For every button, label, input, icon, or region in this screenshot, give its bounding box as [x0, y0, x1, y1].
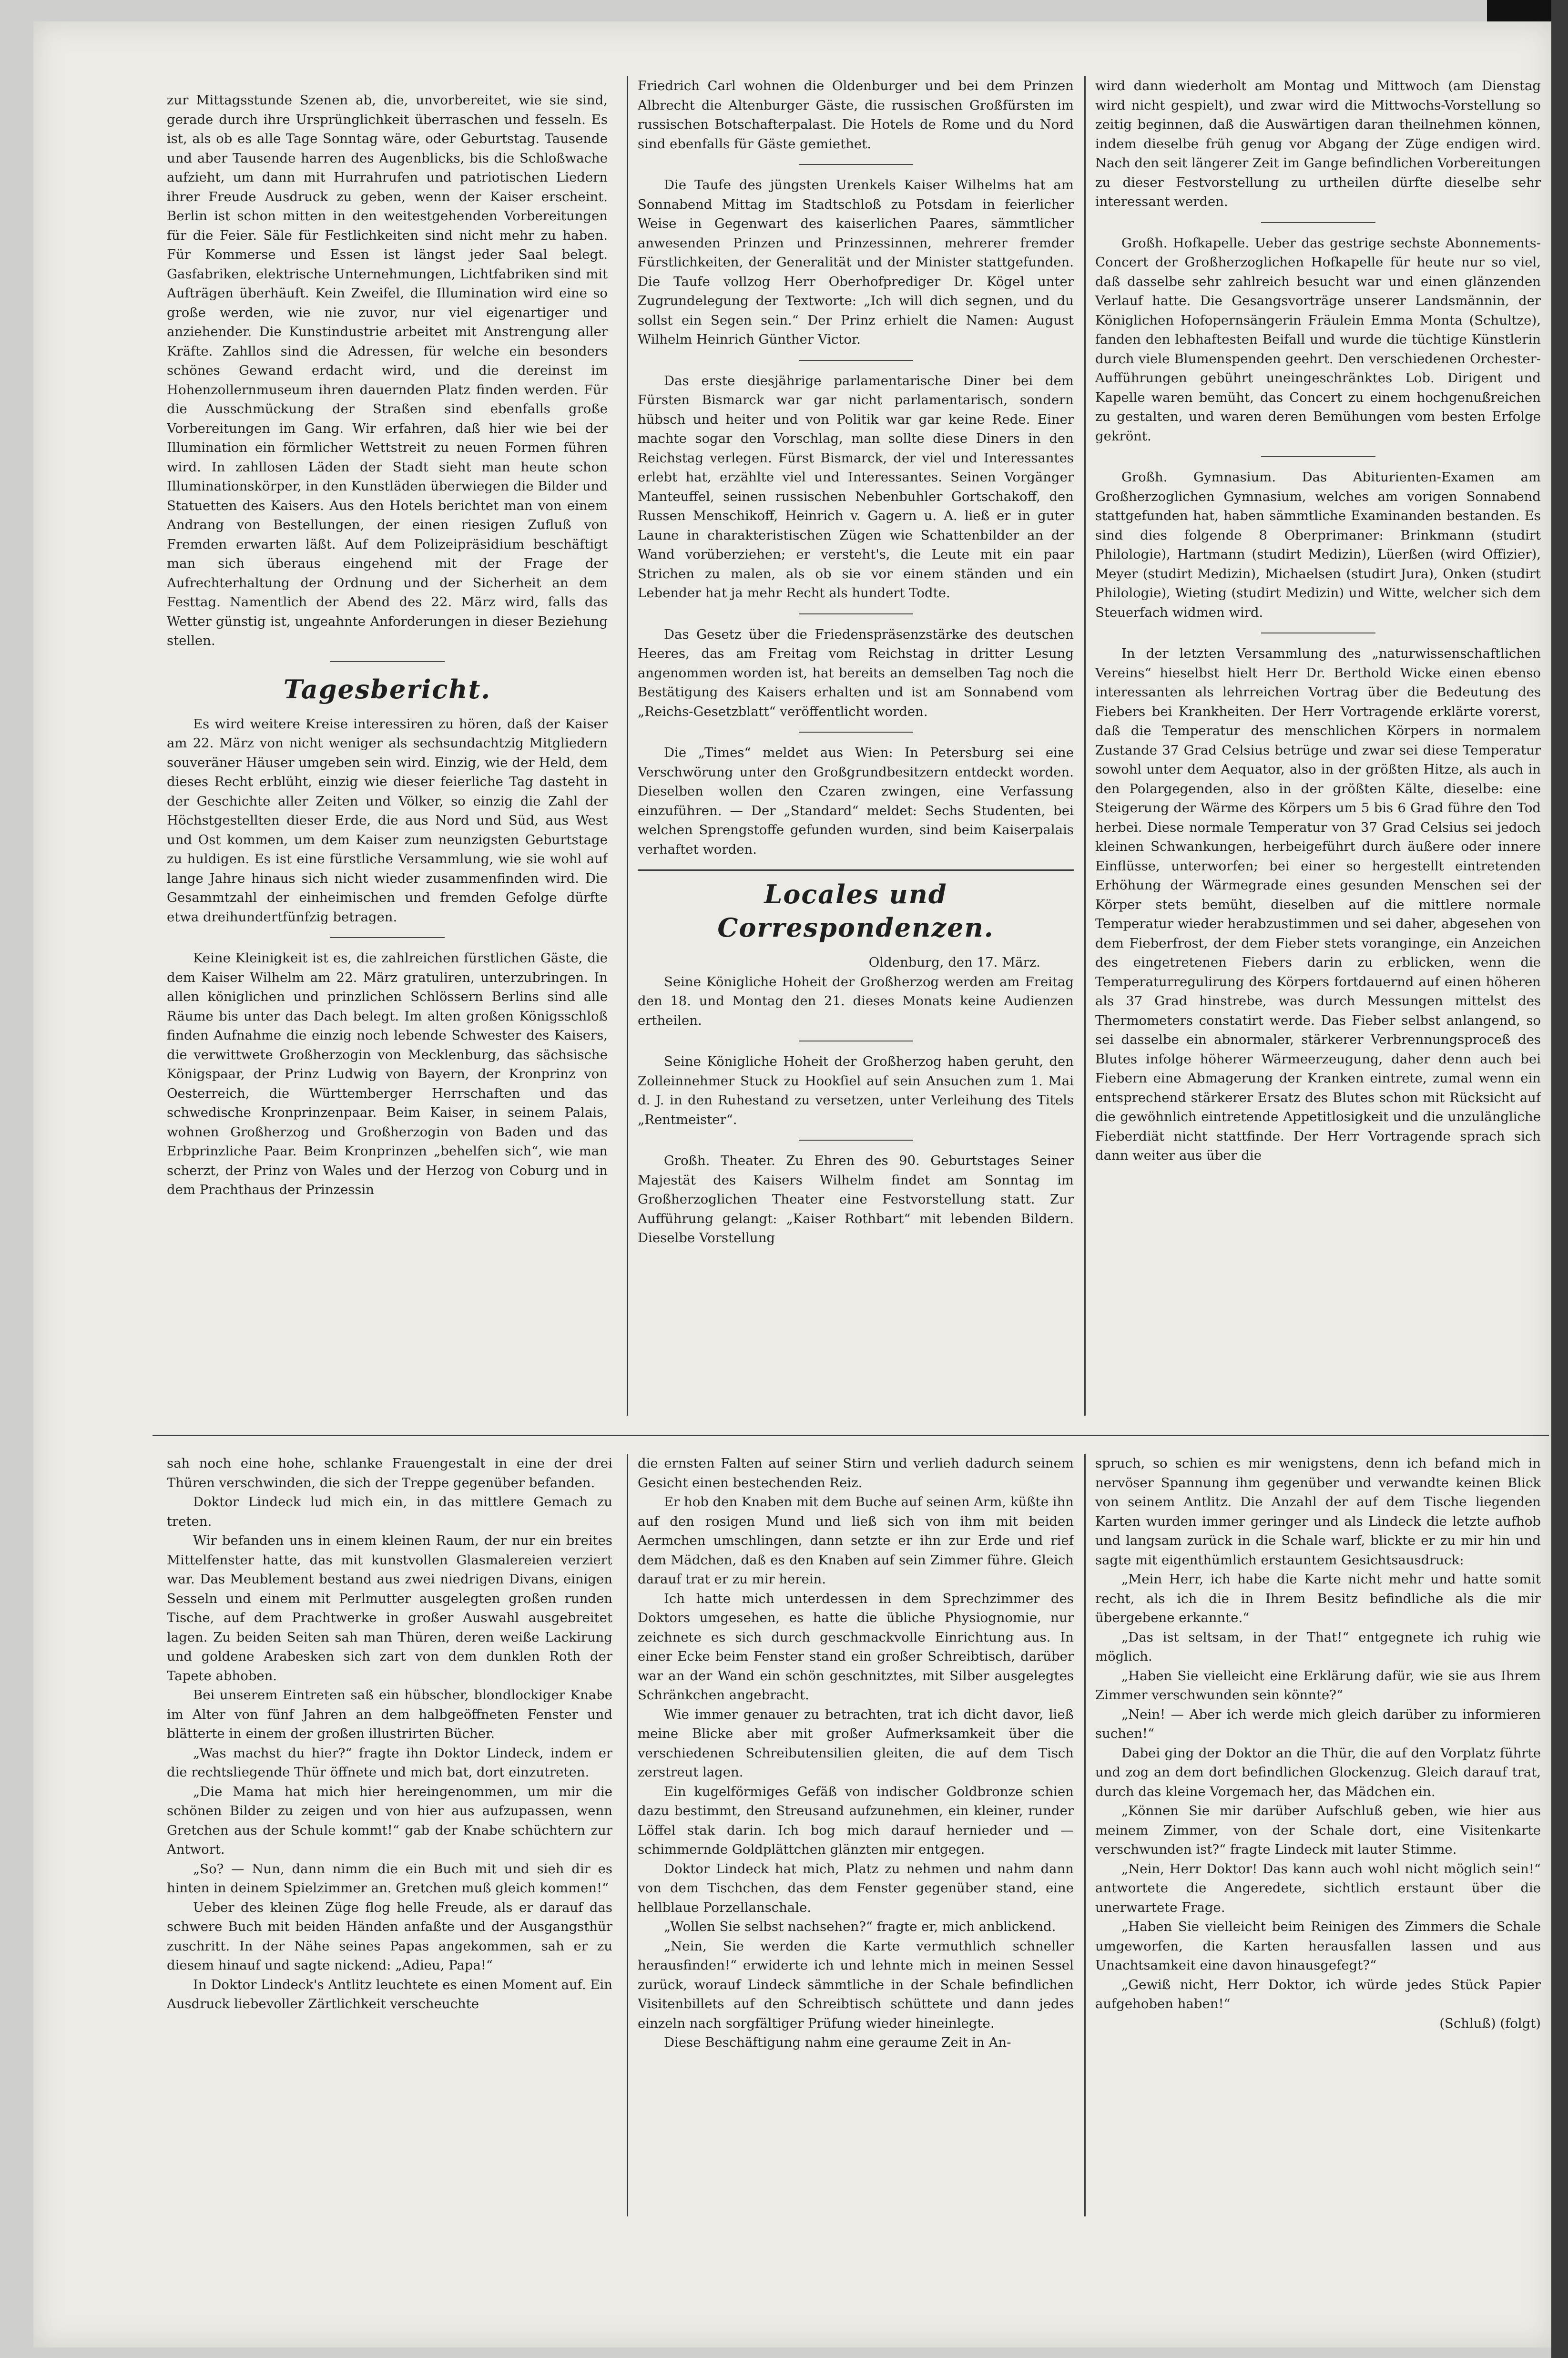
article-diner: Das erste diesjährige parlamentarische Diner bei dem Fürsten Bismarck war gar nicht parlamentarisch, sondern hübsch und heiter und von Politik war gar keine Rede. Einer machte sogar den Vorschlag, man sollte diese Diners in den Reichstag verlegen. Fürst Bismarck, der viel und Interessantes erlebt hat, erzählte viel und Interessantes. Seinen Vorgänger Manteuffel, seinen russischen Nebenbuhler Gortschakoff, den Russen Menschikoff, Heinrich v. Gagern u. A. ließ er in guter Laune in charakteristischen Zügen wie Schattenbilder an der Wand vorüberziehen; er versteht's, die Leute mit ein paar Strichen zu malen, als ob sie vor einem ständen und ein Lebender hat ja mehr Recht als hundert Todte. — [638, 373, 1074, 601]
story-paragraph: „Können Sie mir darüber Aufschluß geben, wie hier aus meinem Zimmer, von der Schale dort, eine Visitenkarte verschwunden ist?“ fragte Lindeck mit lauter Stimme. — [1095, 1803, 1541, 1857]
short-rule — [799, 164, 913, 165]
fold-rule — [153, 1435, 1549, 1436]
story-paragraph: „Was machst du hier?“ fragte ihn Doktor Lindeck, indem er die rechtsliegende Thür öffnete und mich bat, dort einzutreten. — [167, 1745, 612, 1780]
short-rule — [799, 732, 913, 733]
short-rule — [799, 1140, 913, 1141]
story-paragraph: „Nein, Sie werden die Karte vermuthlich schneller herausfinden!“ erwiderte ich und lehnte mich in meinen Sessel zurück, worauf Lindeck sämmtliche in der Schale befindlichen Visitenbillets auf den Schreibtisch schüttete und dann jedes einzeln nach sorgfältiger Prüfung wieder hineinlegte. — [638, 1938, 1074, 2031]
scan-border-right — [1551, 0, 1568, 2358]
section-title-tagesbericht: Tagesbericht. — [283, 674, 491, 704]
story-paragraph: Ein kugelförmiges Gefäß von indischer Goldbronze schien dazu bestimmt, den Streusand aufzunehmen, ein kleiner, runder Löffel stak darin. Ich bog mich darauf hernieder und — schimmernde Goldplättchen glänzten mir entgegen. — [638, 1784, 1074, 1857]
story-paragraph: die ernsten Falten auf seiner Stirn und verlieh dadurch seinem Gesicht einen bestechenden Reiz. — [638, 1456, 1074, 1490]
story-paragraph: „So? — Nun, dann nimm die ein Buch mit und sieh dir es hinten in deinem Spielzimmer an. Gretchen muß gleich kommen!“ — [167, 1861, 612, 1896]
story-paragraph: „Nein, Herr Doktor! Das kann auch wohl nicht möglich sein!“ antwortete die Angeredete, sichtlich erstaunt über die unerwartete Frage. — [1095, 1861, 1541, 1915]
story-paragraph: „Gewiß nicht, Herr Doktor, ich würde jedes Stück Papier aufgehoben haben!“ — [1095, 1977, 1541, 2011]
story-paragraph: „Wollen Sie selbst nachsehen?“ fragte er, mich anblickend. — [664, 1919, 1056, 1934]
column-rule — [627, 1454, 628, 2216]
column-rule — [1084, 76, 1086, 1416]
story-paragraph: Er hob den Knaben mit dem Buche auf seinen Arm, küßte ihn auf den rosigen Mund und ließ sich von ihm mit beiden Aermchen umschlingen, dann setzte er ihn zur Erde und rief dem Mädchen, daß es den Knaben auf sein Zimmer führe. Gleich darauf trat er zu mir herein. — [638, 1494, 1074, 1587]
story-paragraph: Dabei ging der Doktor an die Thür, die auf den Vorplatz führte und zog an dem dort befindlichen Glockenzug. Gleich darauf trat, durch das kleine Vorgemach her, das Mädchen ein. — [1095, 1745, 1541, 1799]
story-paragraph: „Haben Sie vielleicht beim Reinigen des Zimmers die Schale umgeworfen, die Karten herausfallen lassen und aus Unachtsamkeit eine davon hinausgefegt?“ — [1095, 1919, 1541, 1973]
story-paragraph: „Nein! — Aber ich werde mich gleich darüber zu informieren suchen!“ — [1095, 1706, 1541, 1741]
dateline: Oldenburg, den 17. März. — [868, 955, 1040, 970]
story-paragraph: Diese Beschäftigung nahm eine geraume Zeit in An- — [664, 2035, 1011, 2050]
article-theater: Großh. Theater. Zu Ehren des 90. Geburtstages Seiner Majestät des Kaisers Wilhelm findet am Sonntag im Großherzoglichen Theater eine Festvorstellung statt. Zur Aufführung gelangt: „Kaiser Rothbart“ mit lebenden Bildern. Dieselbe Vorstellung — [638, 1153, 1074, 1245]
column-rule — [1084, 1454, 1086, 2216]
story-paragraph: Wie immer genauer zu betrachten, trat ich dicht davor, ließ meine Blicke aber mit großer Aufmerksamkeit über die verschiedenen Schreibutensilien gleiten, die auf dem Tisch zerstreut lagen. — [638, 1706, 1074, 1780]
feuilleton-column-1 — [167, 1454, 612, 2221]
short-rule — [330, 937, 445, 938]
article-paragraph: Seine Königliche Hoheit der Großherzog haben geruht, den Zolleinnehmer Stuck zu Hookſiel auf sein Ansuchen zum 1. Mai d. J. in den Ruhestand zu versetzen, unter Verleihung des Titels „Rentmeister“. — [638, 1054, 1074, 1127]
story-paragraph: sah noch eine hohe, schlanke Frauengestalt in eine der drei Thüren verschwinden, die sich der Treppe gegenüber befanden. — [167, 1456, 612, 1490]
story-paragraph: „Die Mama hat mich hier hereingenommen, um mir die schönen Bilder zu zeigen und von hier aus aufzupassen, wenn Gretchen aus der Schule kommt!“ gab der Knabe schüchtern zur Antwort. — [167, 1784, 612, 1857]
feuilleton-column-3 — [1095, 1454, 1541, 2221]
article-paragraph: Seine Königliche Hoheit der Großherzog werden am Freitag den 18. und Montag den 21. dieses Monats keine Audienzen ertheilen. — [638, 974, 1074, 1028]
article-paragraph: zur Mittagsstunde Szenen ab, die, unvorbereitet, wie sie sind, gerade durch ihre Ursprünglichkeit überraschen und fesseln. Es ist, als ob es alle Tage Sonntag wäre, oder Geburtstag. Tausende und aber Tausende harren des Augenblicks, bis die Schloßwache aufzieht, um dann mit Hurrahrufen und patriotischen Liedern ihrer Freude Ausdruck zu geben, wenn der Kaiser erscheint. Berlin ist schon mitten in den weitestgehenden Vorbereitungen für die Feier. Säle für Festlichkeiten sind nicht mehr zu haben. Für Kommerse und Essen ist längst jeder Saal belegt. Gasfabriken, elektrische Unternehmungen, Lichtfabriken sind mit Aufträgen überhäuft. Kein Zweifel, die Illumination wird eine so große werden, wie nie zuvor, nur viel eigenartiger und anziehender. Die Kunstindustrie arbeitet mit Anstrengung aller Kräfte. Zahllos sind die Adressen, für welche ein besonders schönes Gewand erdacht wird, und die dereinst im Hohenzollernmuseum ihren dauernden Platz finden werden. Für die Ausschmückung der Straßen sind ebenfalls große Vorbereitungen im Gang. Wir erfahren, daß hier wie bei der Illumination ein förmlicher Wettstreit zu neuen Formen führen wird. In zahllosen Läden der Stadt sieht man heute schon Illuminationskörper, in den Kunstläden überwiegen die Bilder und Statuetten des Kaisers. Aus den Hotels berichtet man von einem Andrang von Bestellungen, der einen riesigen Zufluß von Fremden erwarten läßt. Auf dem Polizeipräsidium beschäftigt man sich überaus eingehend mit der Frage der Aufrechterhaltung der Ordnung und der Sicherheit an dem Festtag. Namentlich der Abend des 22. März wird, falls das Wetter günstig ist, ungeahnte Anforderungen in dieser Beziehung stellen. — [167, 92, 608, 648]
story-paragraph: Ich hatte mich unterdessen in dem Sprechzimmer des Doktors umgesehen, es hatte die übliche Physiognomie, nur zeichnete es sich durch geschmackvolle Einrichtung aus. In einer Ecke beim Fenster stand ein großer Schreibtisch, darüber war an der Wand ein schön geschnitztes, mit Silber ausgelegtes Schränkchen angebracht. — [638, 1591, 1074, 1703]
story-paragraph: Ueber des kleinen Züge flog helle Freude, als er darauf das schwere Buch mit beiden Händen anfaßte und der Ausgangsthür zuschritt. In der Nähe seines Papas angekommen, sah er zu diesem hinauf und sagte nickend: „Adieu, Papa!“ — [167, 1899, 612, 1973]
story-paragraph: Doktor Lindeck lud mich ein, in das mittlere Gemach zu treten. — [167, 1494, 612, 1529]
short-rule — [799, 360, 913, 361]
article-friedenspraesenz: Das Gesetz über die Friedenspräsenzstärke des deutschen Heeres, das am Freitag vom Reichstag in dritter Lesung angenommen worden ist, hat bereits an demselben Tag noch die Bestätigung des Kaisers erhalten und ist am Sonnabend vom „Reichs-Gesetzblatt“ veröffentlicht worden. — [638, 626, 1074, 719]
section-rule — [638, 869, 1074, 871]
short-rule — [330, 661, 445, 662]
story-paragraph: „Haben Sie vielleicht eine Erklärung dafür, wie sie aus Ihrem Zimmer verschwunden sein könnte?“ — [1095, 1668, 1541, 1703]
short-rule — [1261, 222, 1375, 223]
top-column-1 — [167, 91, 608, 1420]
column-rule — [627, 76, 628, 1416]
article-gymnasium: Großh. Gymnasium. Das Abiturienten-Examen am Großherzoglichen Gymnasium, welches am vorigen Sonnabend stattgefunden hat, haben sämmtliche Examinanden bestanden. Es sind dies folgende 8 Oberprimaner: Brinkmann (studirt Philologie), Hartmann (studirt Medizin), Lüerßen (wird Offizier), Meyer (studirt Medizin), Michaelsen (studirt Jura), Onken (studirt Philologie), Wieting (studirt Medizin) und Witte, welcher sich dem Steuerfach widmen wird. — [1095, 470, 1541, 620]
article-paragraph: Keine Kleinigkeit ist es, die zahlreichen fürstlichen Gäste, die dem Kaiser Wilhelm am 22. März gratuliren, unterzubringen. In allen königlichen und prinzlichen Schlössern Berlins sind alle Räume bis unter das Dach belegt. Im alten großen Königsschloß finden Aufnahme die einzig noch lebende Schwester des Kaisers, die verwittwete Großherzogin von Mecklenburg, das sächsische Königspaar, der Prinz Ludwig von Bayern, der Kronprinz von Oesterreich, die Württemberger Herrschaften und das schwedische Kronprinzenpaar. Beim Kaiser, in seinem Palais, wohnen Großherzog und Großherzogin von Baden und das Erbprinzliche Paar. Beim Kronprinzen „behelfen sich“, wie man scherzt, der Prinz von Wales und der Herzog von Coburg und in dem Prachthaus der Prinzessin — [167, 950, 608, 1197]
short-rule — [1261, 456, 1375, 457]
story-paragraph: Doktor Lindeck hat mich, Platz zu nehmen und nahm dann von dem Tischchen, das dem Fenster gegenüber stand, eine hellblaue Porzellanschale. — [638, 1861, 1074, 1915]
story-paragraph: In Doktor Lindeck's Antlitz leuchtete es einen Moment auf. Ein Ausdruck liebevoller Zärtlichkeit verscheuchte — [167, 1977, 612, 2011]
story-paragraph: „Das ist seltsam, in der That!“ entgegnete ich ruhig wie möglich. — [1095, 1629, 1541, 1664]
article-paragraph: wird dann wiederholt am Montag und Mittwoch (am Dienstag wird nicht gespielt), und zwar wird die Mittwochs-Vorstellung so zeitig beginnen, daß die Auswärtigen daran theilnehmen können, indem dieselbe früh genug vor Abgang der Züge endigen wird. Nach den seit längerer Zeit im Gange befindlichen Vorbereitungen zu dieser Festvorstellung zu urtheilen dürfte dieselbe sehr interessant werden. — [1095, 78, 1541, 209]
top-column-3 — [1095, 76, 1541, 1420]
section-title-locales: Locales und Correspondenzen. — [717, 879, 994, 943]
story-paragraph: „Mein Herr, ich habe die Karte nicht mehr und hatte somit recht, als ich die in Ihrem Besitz befindliche als die mir übergebene erkannte.“ — [1095, 1572, 1541, 1625]
article-hofkapelle: Großh. Hofkapelle. Ueber das gestrige sechste Abonnements-Concert der Großherzoglichen Hofkapelle für heute nur so viel, daß dasselbe sehr zahlreich besucht war und einen glänzenden Verlauf hatte. Die Gesangsvorträge unserer Landsmännin, der Königlichen Hofopernsängerin Fräulein Emma Monta (Schultze), fanden den lebhaftesten Beifall und wurde die tüchtige Künstlerin durch viele Blumenspenden geehrt. Den verschiedenen Orchester-Aufführungen gebührt uneingeschränktes Lob. Dirigent und Kapelle waren bemüht, das Concert zu einem hochgenußreichen zu gestalten, und waren deren Bemühungen vom besten Erfolge gekrönt. — [1095, 235, 1541, 444]
continuation-note: (Schluß) (folgt) — [1439, 2015, 1541, 2031]
top-column-2 — [638, 76, 1074, 1420]
story-paragraph: Bei unserem Eintreten saß ein hübscher, blondlockiger Knabe im Alter von fünf Jahren an dem halbgeöffneten Fenster und blätterte in einem der großen illustrirten Bücher. — [167, 1687, 612, 1741]
article-paragraph: Es wird weitere Kreise interessiren zu hören, daß der Kaiser am 22. März von nicht weniger als sechsundachtzig Mitgliedern souveräner Häuser umgeben sein wird. Einzig, wie der Held, dem dieses Recht erblüht, einzig wie dieser feierliche Tag dasteht in der Geschichte aller Zeiten und Völker, so einzig die Zahl der Höchstgestellten dieser Erde, die aus Nord und Süd, aus West und Ost kommen, um dem Kaiser zum neunzigsten Geburtstage zu huldigen. Es ist eine fürstliche Versammlung, wie sie wohl auf lange Jahre hinaus sich nicht wieder zusammenfinden wird. Die Gesammtzahl der einheimischen und fremden Gefolge dürfte etwa dreihundertfünfzig betragen. — [167, 716, 608, 925]
article-fieber: In der letzten Versammlung des „naturwissenschaftlichen Vereins“ hieselbst hielt Herr Dr. Berthold Wicke einen ebenso interessanten als lehrreichen Vortrag über die Bedeutung des Fiebers bei Krankheiten. Der Herr Vortragende erklärte vorerst, daß die Temperatur des menschlichen Körpers in normalem Zustande 37 Grad Celsius betrüge und zwar sei diese Temperatur sowohl unter dem Aequator, also in der größten Hitze, als auch in den Polargegenden, also in der größten Kälte, dieselbe: eine Steigerung der Wärme des Körpers um 5 bis 6 Grad führe den Tod herbei. Diese normale Temperatur von 37 Grad Celsius sei jedoch kleinen Schwankungen, herbeigeführt durch äußere oder innere Einflüsse, unterworfen; bei einer so hergestellt eintretenden Erhöhung der Wärmegrade eines gesunden Menschen sei der Körper stets bemüht, dieselben auf die mittlere normale Temperatur wieder herabzustimmen und sei daher, abgesehen von dem Fieberfrost, der dem Fieber stets voranginge, ein Anzeichen des eingetretenen Fiebers darin zu erblicken, wenn die Temperaturregulirung des Körpers fortdauernd auf einen höheren als 37 Grad hinstrebe, was durch Messungen mittelst des Thermometers constatirt werde. Das Fieber selbst anlangend, so sei dasselbe ein abnormaler, stärkerer Verbrennungsproceß des Blutes infolge höherer Wärmeerzeugung, daher denn auch bei Fiebern eine Abmagerung der Kranken eintrete, zumal wenn ein entsprechend stärkerer Ersatz des Blutes schon mit Rücksicht auf die gewöhnlich eintretende Appetitlosigkeit und die unzulängliche Fieberdiät nicht stattfinde. Der Herr Vortragende sprach sich dann weiter aus über die — [1095, 646, 1541, 1163]
article-paragraph: Friedrich Carl wohnen die Oldenburger und bei dem Prinzen Albrecht die Altenburger Gäste, die russischen Großfürsten im russischen Botschafterpalast. Die Hotels de Rome und du Nord sind ebenfalls für Gäste gemiethet. — [638, 78, 1074, 152]
article-verschwoerung: Die „Times“ meldet aus Wien: In Petersburg sei eine Verschwörung unter den Großgrundbesitzern entdeckt worden. Dieselben wollen den Czaren zwingen, eine Verfassung einzuführen. — Der „Standard“ meldet: Sechs Studenten, bei welchen Sprengstoffe gefunden wurden, sind beim Kaiserpalais verhaftet worden. — [638, 745, 1074, 857]
short-rule — [799, 613, 913, 614]
feuilleton-column-2 — [638, 1454, 1074, 2221]
story-paragraph: Wir befanden uns in einem kleinen Raum, der nur ein breites Mittelfenster hatte, das mit kunstvollen Glasmalereien verziert war. Das Meublement bestand aus zwei niedrigen Divans, einigen Sesseln und einem mit Perlmutter ausgelegten großen runden Tische, auf dem Prachtwerke in großer Auswahl ausgebreitet lagen. Zu beiden Seiten sah man Thüren, deren weiße Lackirung und goldene Arabesken sich zart von dem dunklen Roth der Tapete abhoben. — [167, 1533, 612, 1684]
story-paragraph: spruch, so schien es mir wenigstens, denn ich befand mich in nervöser Spannung ihm gegenüber und verwandte keinen Blick von seinem Antlitz. Die Anzahl der auf dem Tische liegenden Karten wurden immer geringer und als Lindeck die letzte aufhob und langsam zurück in die Schale warf, blickte er zu mir hin und sagte mit eigenthümlich erstauntem Gesichtsausdruck: — [1095, 1456, 1541, 1568]
article-taufe: Die Taufe des jüngsten Urenkels Kaiser Wilhelms hat am Sonnabend Mittag im Stadtschloß zu Potsdam in feierlicher Weise in Gegenwart des kaiserlichen Paares, sämmtlicher anwesenden Prinzen und Prinzessinnen, mehrerer fremder Fürstlichkeiten, der Generalität und der Minister stattgefunden. Die Taufe vollzog Herr Oberhofprediger Dr. Kögel unter Zugrundelegung der Textworte: „Ich will dich segnen, und du sollst ein Segen sein.“ Der Prinz erhielt die Namen: August Wilhelm Heinrich Günther Victor. — [638, 177, 1074, 347]
